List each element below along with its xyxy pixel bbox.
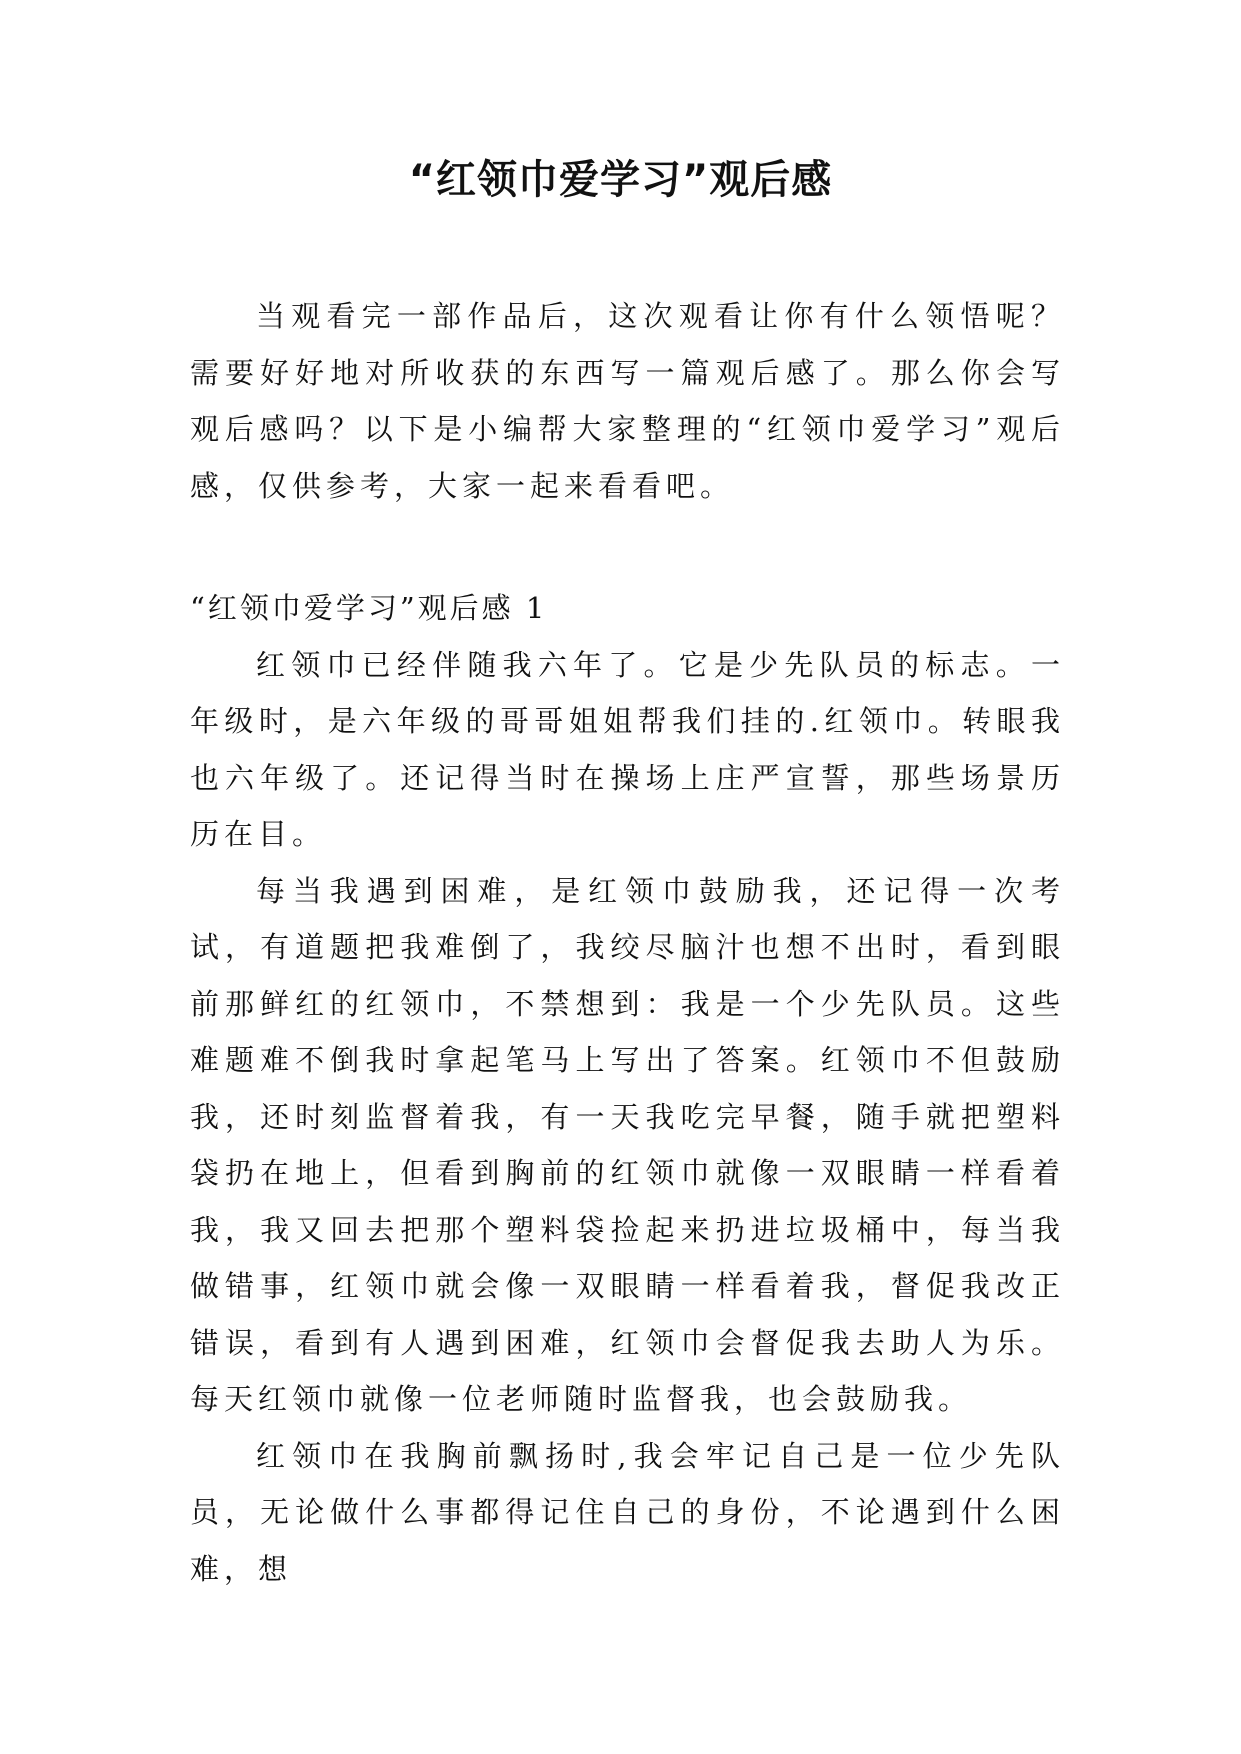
intro-paragraph: 当观看完一部作品后，这次观看让你有什么领悟呢？需要好好地对所收获的东西写一篇观后感了。那么你会写观后感吗？以下是小编帮大家整理的“红领巾爱学习”观后感，仅供参考，大家一起来看看吧。 xyxy=(190,299,1065,503)
body-paragraph-1: 红领巾已经伴随我六年了。它是少先队员的标志。一年级时，是六年级的哥哥姐姐帮我们挂的.红领巾。转眼我也六年级了。还记得当时在操场上庄严宣誓，那些场景历历在目。 xyxy=(190,647,1065,851)
section-heading: “红领巾爱学习”观后感 1 xyxy=(190,591,548,625)
body-paragraph-2: 每当我遇到困难，是红领巾鼓励我，还记得一次考试，有道题把我难倒了，我绞尽脑汁也想不出时，看到眼前那鲜红的红领巾，不禁想到：我是一个少先队员。这些难题难不倒我时拿起笔马上写出了答案。红领巾不但鼓励我，还时刻监督着我，有一天我吃完早餐，随手就把塑料袋扔在地上，但看到胸前的红领巾就像一双眼睛一样看着我，我又回去把那个塑料袋捡起来扔进垃圾桶中，每当我做错事，红领巾就会像一双眼睛一样看着我，督促我改正错误，看到有人遇到困难，红领巾会督促我去助人为乐。每天红领巾就像一位老师随时监督我，也会鼓励我。 xyxy=(190,873,1065,1416)
body-paragraph-3: 红领巾在我胸前飘扬时,我会牢记自己是一位少先队员，无论做什么事都得记住自己的身份，不论遇到什么困难，想 xyxy=(190,1438,1065,1586)
section-1 xyxy=(190,580,1065,1597)
document-title: “红领巾爱学习”观后感 xyxy=(408,157,833,203)
